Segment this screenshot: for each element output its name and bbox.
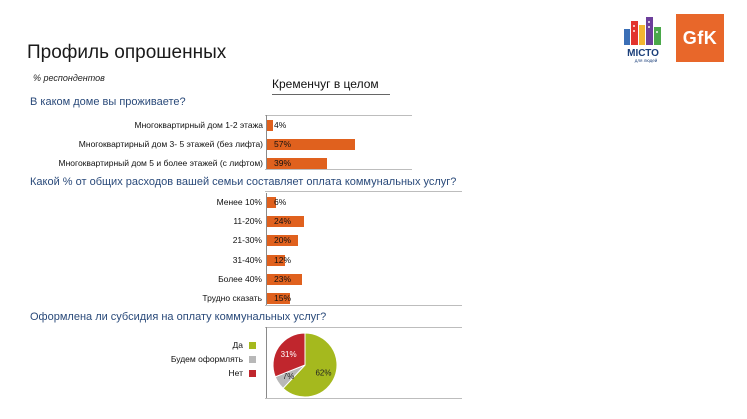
bar-value-label: 23% <box>274 273 292 284</box>
gfk-logo-text: GfK <box>682 28 718 48</box>
bar-value-label: 57% <box>274 139 292 149</box>
q2-top-rule <box>265 191 462 192</box>
q3-pie-chart <box>270 330 340 400</box>
gfk-logo <box>676 14 724 62</box>
legend-swatch <box>249 370 256 377</box>
category-label: Более 40% <box>218 273 262 284</box>
q1-question: В каком доме вы проживаете? <box>30 96 186 108</box>
q2-question: Какой % от общих расходов вашей семьи составляет оплата коммунальных услуг? <box>30 176 457 188</box>
pie-value-label: 62% <box>315 368 332 378</box>
bar-value-label: 20% <box>274 235 292 246</box>
category-label: Трудно сказать <box>202 293 262 303</box>
category-label: Многоквартирный дом 1-2 этажа <box>134 120 263 130</box>
respondents-note: % респондентов <box>33 73 105 83</box>
bar-value-label: 39% <box>274 158 292 168</box>
q3-top-rule <box>265 327 462 328</box>
column-header: Кременчуг в целом <box>272 77 390 95</box>
misto-logo <box>622 15 664 63</box>
legend-label: Да <box>232 340 243 350</box>
misto-logo-text: МІСТО <box>627 48 659 59</box>
category-label: 11-20% <box>233 216 262 227</box>
category-label: Менее 10% <box>216 197 262 207</box>
pie-value-label: 31% <box>280 349 297 359</box>
legend-label: Будем оформлять <box>170 354 243 364</box>
category-label: 31-40% <box>232 254 262 265</box>
bar-value-label: 6% <box>274 197 287 207</box>
bar-value-label: 15% <box>274 293 292 303</box>
bar-value-label: 4% <box>274 120 287 130</box>
bar-value-label: 12% <box>274 254 292 265</box>
q2-bottom-rule <box>265 305 462 306</box>
pie-value-label: 7% <box>282 372 295 382</box>
category-label: Многоквартирный дом 5 и более этажей (с лифтом) <box>58 158 263 168</box>
q3-question: Оформлена ли субсидия на оплату коммунальных услуг? <box>30 311 327 323</box>
legend-swatch <box>249 356 256 363</box>
legend-label: Нет <box>228 368 243 378</box>
q1-bottom-rule <box>265 169 412 170</box>
bar <box>267 120 273 131</box>
q2-axis <box>266 193 267 306</box>
category-label: Многоквартирный дом 3- 5 этажей (без лифта) <box>78 139 263 149</box>
misto-logo-graphic <box>622 15 664 63</box>
category-label: 21-30% <box>232 235 262 246</box>
bar-value-label: 24% <box>274 216 292 227</box>
misto-logo-subtext: для людей <box>634 58 658 63</box>
page-title: Профиль опрошенных <box>27 42 227 63</box>
q3-axis <box>266 327 267 399</box>
legend-swatch <box>249 342 256 349</box>
q1-top-rule <box>265 115 412 116</box>
